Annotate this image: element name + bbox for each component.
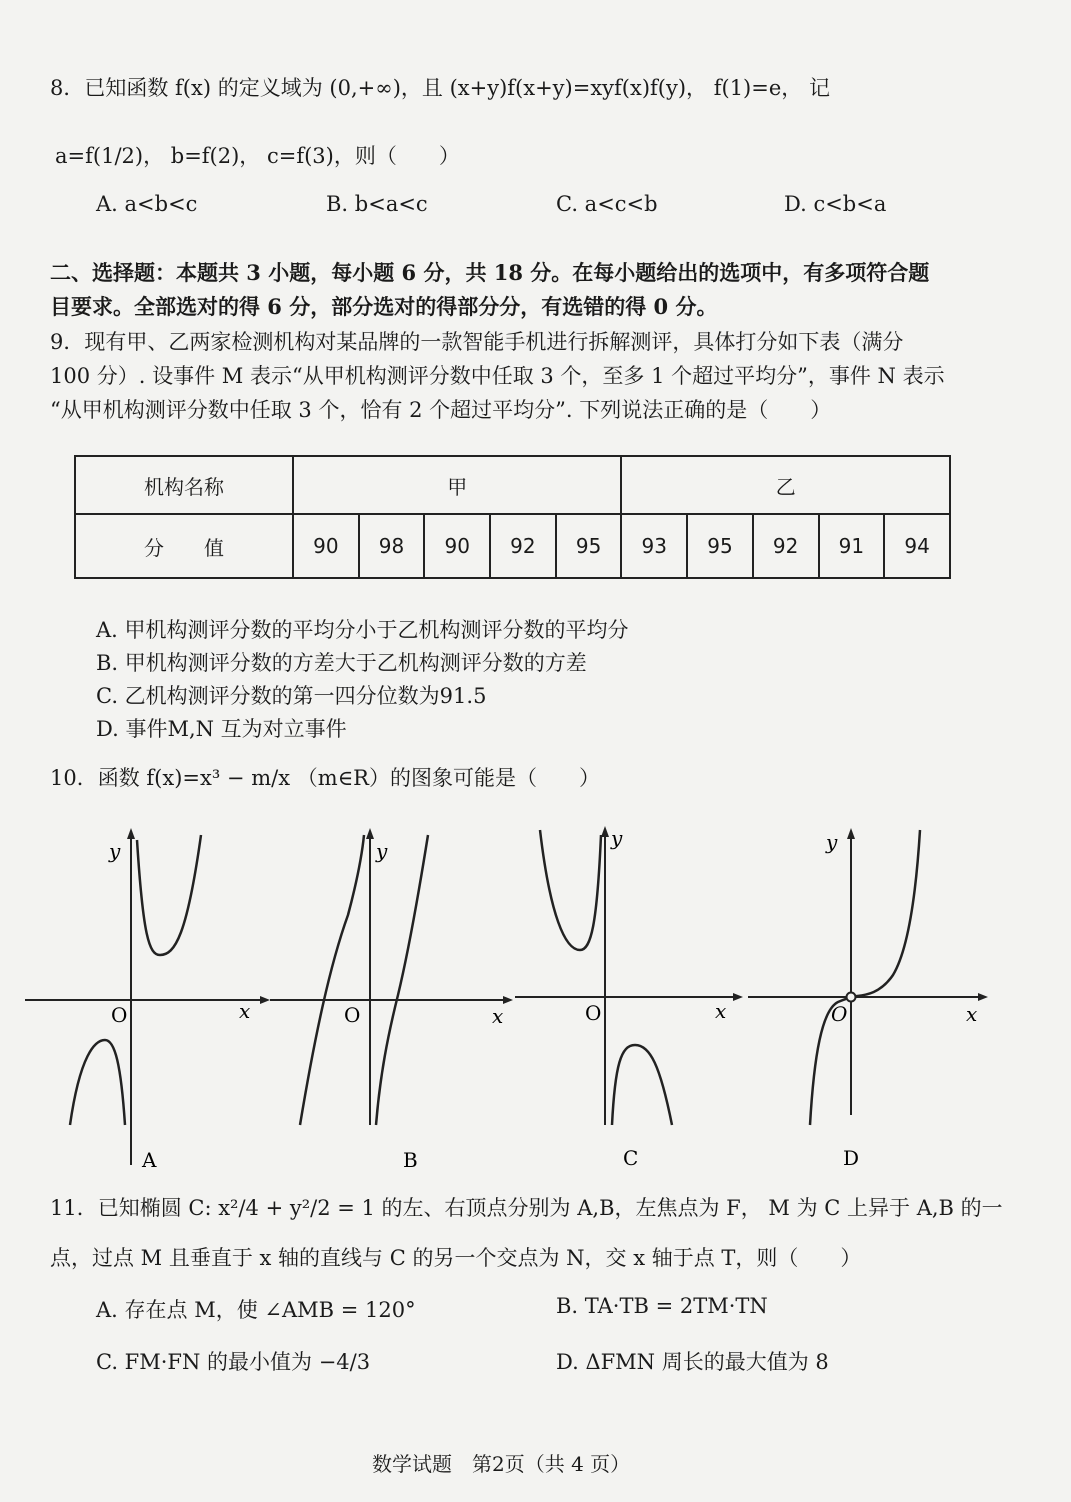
- org-b-header: 乙: [621, 456, 950, 514]
- score-cell: 92: [753, 514, 819, 578]
- x-axis-arrow: [978, 993, 988, 1001]
- origin-label: O: [831, 1002, 848, 1026]
- x-axis-arrow: [503, 996, 513, 1004]
- graph-label: D: [843, 1146, 860, 1170]
- curve-left-branch: [540, 830, 601, 950]
- header-label: 机构名称: [75, 456, 293, 514]
- score-cell: 98: [359, 514, 425, 578]
- q9-line1: 9．现有甲、乙两家检测机构对某品牌的一款智能手机进行拆解测评，具体打分如下表（满分: [50, 330, 904, 354]
- q11-option-b: B. TA·TB = 2TM·TN: [556, 1294, 768, 1318]
- score-cell: 94: [884, 514, 950, 578]
- q8-line1: 8．已知函数 f(x) 的定义域为 (0,+∞)，且 (x+y)f(x+y)=xyf(x)f(y)， f(1)=e， 记: [50, 76, 830, 100]
- graph-label: C: [623, 1146, 639, 1170]
- section2-line2: 目要求。全部选对的得 6 分，部分选对的得部分分，有选错的得 0 分。: [50, 294, 718, 319]
- origin-label: O: [111, 1003, 128, 1027]
- q11-option-a: A. 存在点 M，使 ∠AMB = 120°: [96, 1298, 416, 1322]
- x-label: x: [492, 1004, 504, 1028]
- q8-option-b: B. b<a<c: [326, 192, 428, 216]
- open-point-origin: [847, 993, 856, 1002]
- curve-right-branch: [137, 835, 201, 955]
- score-table: [74, 455, 951, 579]
- org-a-header: 甲: [293, 456, 621, 514]
- curve-right-branch: [376, 835, 428, 1125]
- q8-line2: a=f(1/2)， b=f(2)， c=f(3)，则（ ）: [55, 144, 460, 168]
- row-label: 分 值: [75, 514, 293, 578]
- graph-d: [748, 825, 993, 1170]
- q11-line2: 点，过点 M 且垂直于 x 轴的直线与 C 的另一个交点为 N，交 x 轴于点 T，则（ ）: [50, 1246, 862, 1270]
- q9-option-a: A. 甲机构测评分数的平均分小于乙机构测评分数的平均分: [96, 618, 629, 642]
- curve-left-branch: [70, 1040, 125, 1125]
- q9-option-b: B. 甲机构测评分数的方差大于乙机构测评分数的方差: [96, 651, 587, 675]
- graph-label: B: [403, 1148, 418, 1170]
- y-axis-arrow: [127, 828, 135, 839]
- score-cell: 93: [621, 514, 687, 578]
- q8-option-a: A. a<b<c: [96, 192, 198, 216]
- y-label: y: [109, 839, 121, 863]
- section2-line1: 二、选择题：本题共 3 小题，每小题 6 分，共 18 分。在每小题给出的选项中，有多项符合题: [50, 260, 930, 285]
- y-axis-arrow: [366, 828, 374, 839]
- score-cell: 95: [687, 514, 753, 578]
- q11-line1: 11．已知椭圆 C: x²/4 + y²/2 = 1 的左、右顶点分别为 A,B，左焦点为 F， M 为 C 上异于 A,B 的一: [50, 1196, 1003, 1220]
- q8-option-c: C. a<c<b: [556, 192, 658, 216]
- x-axis-arrow: [733, 993, 743, 1001]
- x-label: x: [966, 1002, 978, 1026]
- q9-option-c: C. 乙机构测评分数的第一四分位数为91.5: [96, 684, 487, 708]
- score-cell: 90: [424, 514, 490, 578]
- score-cell: 91: [819, 514, 885, 578]
- x-label: x: [715, 999, 727, 1023]
- q9-line3: “从甲机构测评分数中任取 3 个，恰有 2 个超过平均分”. 下列说法正确的是（ ）: [50, 398, 832, 422]
- q11-option-d: D. ΔFMN 周长的最大值为 8: [556, 1350, 829, 1374]
- score-cell: 92: [490, 514, 556, 578]
- graph-label: A: [142, 1148, 157, 1170]
- origin-label: O: [344, 1003, 361, 1027]
- q10-stem: 10．函数 f(x)=x³ − m/x （m∈R）的图象可能是（ ）: [50, 766, 600, 790]
- origin-label: O: [585, 1001, 602, 1025]
- graph-b: [270, 825, 515, 1170]
- score-cell: 90: [293, 514, 359, 578]
- page-footer: 数学试题 第2页（共 4 页）: [372, 1452, 631, 1476]
- score-cell: 95: [556, 514, 622, 578]
- graph-c: [515, 825, 750, 1170]
- q9-line2: 100 分）. 设事件 M 表示“从甲机构测评分数中任取 3 个，至多 1 个超过平均分”，事件 N 表示: [50, 364, 945, 388]
- graph-a: [25, 825, 270, 1170]
- curve-right-branch: [612, 1045, 672, 1125]
- x-axis-arrow: [260, 996, 270, 1004]
- q11-option-c: C. FM·FN 的最小值为 −4/3: [96, 1350, 371, 1374]
- y-label: y: [611, 826, 623, 850]
- q8-option-d: D. c<b<a: [784, 192, 887, 216]
- y-label: y: [826, 830, 838, 854]
- y-label: y: [376, 839, 388, 863]
- curve: [810, 830, 920, 1125]
- curve-left-branch: [300, 835, 364, 1125]
- q9-option-d: D. 事件M,N 互为对立事件: [96, 717, 347, 741]
- x-label: x: [239, 999, 251, 1023]
- y-axis-arrow: [847, 828, 855, 839]
